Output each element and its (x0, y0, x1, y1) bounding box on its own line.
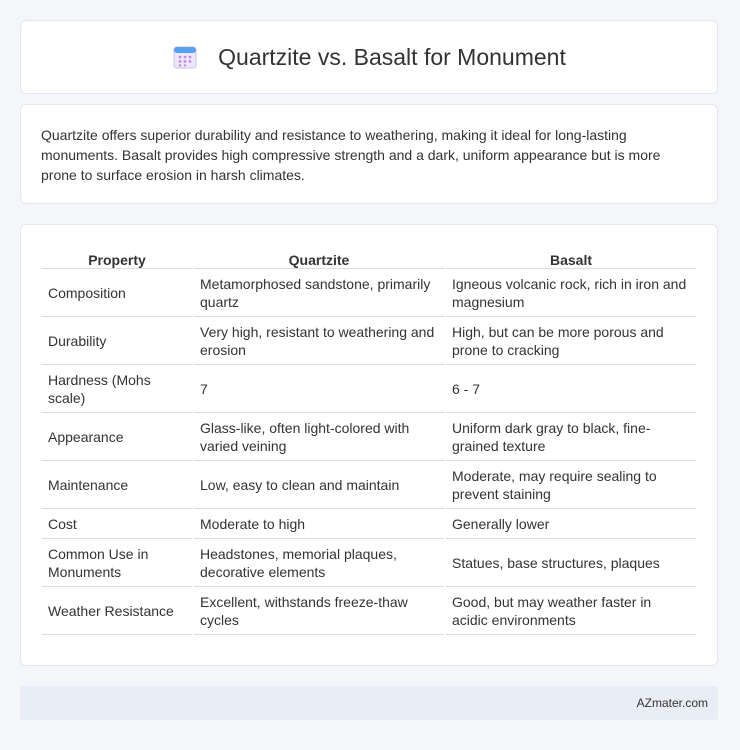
title-card (20, 20, 718, 94)
table-cell: 7 (194, 365, 444, 413)
table-cell: Generally lower (446, 509, 696, 539)
table-row (42, 539, 696, 587)
footer (20, 686, 718, 720)
table-row (42, 587, 696, 635)
table-row (42, 461, 696, 509)
table-cell: Low, easy to clean and maintain (194, 461, 444, 509)
table-row (42, 413, 696, 461)
table-row (42, 365, 696, 413)
table-cell: Moderate, may require sealing to prevent staining (446, 461, 696, 509)
column-header: Property (42, 245, 192, 269)
table-row (42, 317, 696, 365)
table-cell: Uniform dark gray to black, fine-grained texture (446, 413, 696, 461)
table-cell: Weather Resistance (42, 587, 192, 635)
table-cell: Composition (42, 269, 192, 317)
calendar-grid-icon (172, 44, 198, 70)
table-cell: Good, but may weather faster in acidic environments (446, 587, 696, 635)
summary-card (20, 104, 718, 204)
column-header: Quartzite (194, 245, 444, 269)
table-cell: Maintenance (42, 461, 192, 509)
table-row (42, 509, 696, 539)
table-cell: Very high, resistant to weathering and erosion (194, 317, 444, 365)
table-header-row (42, 245, 696, 269)
comparison-table (40, 245, 698, 635)
page-title: Quartzite vs. Basalt for Monument (218, 43, 566, 70)
table-cell: Moderate to high (194, 509, 444, 539)
column-header: Basalt (446, 245, 696, 269)
table-cell: Metamorphosed sandstone, primarily quartz (194, 269, 444, 317)
table-card (20, 224, 718, 666)
table-cell: 6 - 7 (446, 365, 696, 413)
table-cell: High, but can be more porous and prone to cracking (446, 317, 696, 365)
table-cell: Igneous volcanic rock, rich in iron and magnesium (446, 269, 696, 317)
table-cell: Excellent, withstands freeze-thaw cycles (194, 587, 444, 635)
footer-brand: AZmater.com (636, 696, 708, 710)
table-row (42, 269, 696, 317)
table-cell: Cost (42, 509, 192, 539)
table-cell: Statues, base structures, plaques (446, 539, 696, 587)
summary-text: Quartzite offers superior durability and resistance to weathering, making it ideal for long-lasting monuments. Basalt provides high compressive strength and a dark, uniform appearance but is more prone to surface erosion in harsh climates. (41, 127, 661, 183)
table-cell: Appearance (42, 413, 192, 461)
table-cell: Headstones, memorial plaques, decorative elements (194, 539, 444, 587)
table-cell: Hardness (Mohs scale) (42, 365, 192, 413)
table-cell: Common Use in Monuments (42, 539, 192, 587)
table-cell: Durability (42, 317, 192, 365)
table-cell: Glass-like, often light-colored with varied veining (194, 413, 444, 461)
